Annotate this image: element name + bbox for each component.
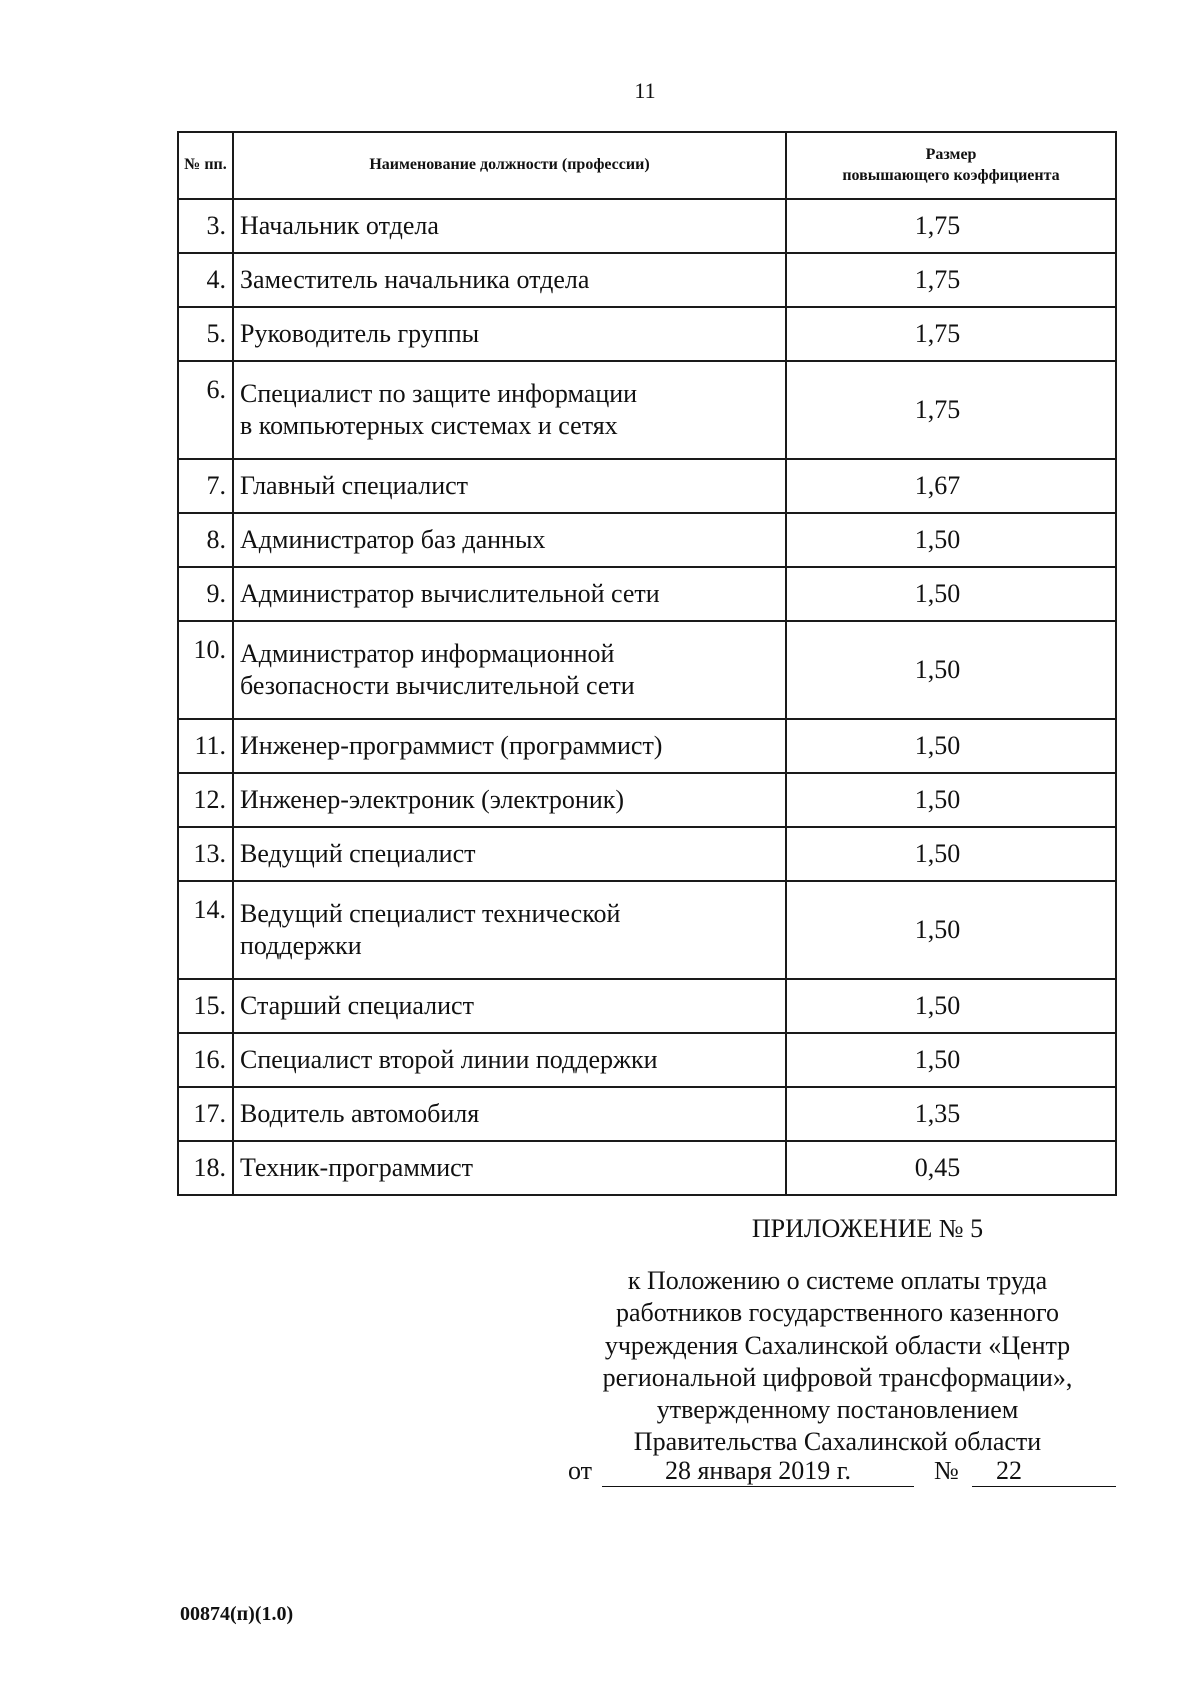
table-row [178, 773, 1116, 827]
table-body [178, 199, 1116, 1195]
number-label: № [934, 1456, 959, 1485]
table-row [178, 881, 1116, 979]
row-number: 5. [178, 307, 233, 361]
table-row [178, 1141, 1116, 1195]
document-code: 00874(п)(1.0) [180, 1603, 294, 1625]
position-name [233, 719, 786, 773]
appendix-title: ПРИЛОЖЕНИЕ № 5 [751, 1214, 984, 1243]
position-name-line: Специалист второй линии поддержки [240, 1044, 658, 1074]
row-number: 13. [178, 827, 233, 881]
table-row [178, 1033, 1116, 1087]
coefficient-value: 1,50 [786, 621, 1116, 719]
position-name-line: Ведущий специалист [240, 838, 476, 868]
table-row [178, 567, 1116, 621]
position-name-line: Техник-программист [240, 1152, 474, 1182]
table-row [178, 459, 1116, 513]
position-name-line: Инженер-электроник (электроник) [240, 784, 625, 814]
position-name-line: Администратор баз данных [240, 524, 546, 554]
position-name-line: Администратор информационной [240, 638, 615, 668]
position-name-line: Руководитель группы [240, 318, 480, 348]
table-row [178, 513, 1116, 567]
table-row [178, 979, 1116, 1033]
coefficient-value: 1,35 [786, 1087, 1116, 1141]
row-number: 14. [178, 881, 233, 979]
row-number: 6. [178, 361, 233, 459]
decree-date: 28 января 2019 г. [602, 1456, 914, 1487]
coefficient-value: 1,50 [786, 979, 1116, 1033]
appendix-line: работников государственного казенного [615, 1298, 1060, 1328]
position-name-line: Ведущий специалист технической [240, 898, 621, 928]
appendix-line: Правительства Сахалинской области [633, 1427, 1042, 1457]
header-position-name: Наименование должности (профессии) [233, 132, 786, 199]
position-name [233, 253, 786, 307]
position-name [233, 361, 786, 459]
table-row [178, 621, 1116, 719]
row-number: 7. [178, 459, 233, 513]
position-name [233, 459, 786, 513]
table-row [178, 361, 1116, 459]
row-number: 10. [178, 621, 233, 719]
position-name-line: Заместитель начальника отдела [240, 264, 590, 294]
coefficient-value: 1,50 [786, 881, 1116, 979]
table-row [178, 307, 1116, 361]
position-name [233, 1087, 786, 1141]
coefficients-table [177, 131, 1117, 1196]
from-label: от [568, 1456, 593, 1485]
coefficient-value: 1,75 [786, 253, 1116, 307]
row-number: 17. [178, 1087, 233, 1141]
position-name-line: Начальник отдела [240, 210, 439, 240]
position-name [233, 199, 786, 253]
appendix-line: учреждения Сахалинской области «Центр [604, 1330, 1071, 1360]
position-name [233, 773, 786, 827]
position-name [233, 827, 786, 881]
signature-line [568, 1456, 1116, 1490]
position-name-line: безопасности вычислительной сети [240, 671, 635, 700]
decree-number: 22 [972, 1456, 1116, 1487]
row-number: 3. [178, 199, 233, 253]
table-header-row [178, 132, 1116, 199]
appendix-line: к Положению о системе оплаты труда [627, 1266, 1048, 1296]
table-row [178, 253, 1116, 307]
table-row [178, 1087, 1116, 1141]
position-name-line: Главный специалист [240, 470, 469, 500]
position-name [233, 513, 786, 567]
coefficient-value: 1,50 [786, 567, 1116, 621]
coefficient-value: 1,75 [786, 307, 1116, 361]
row-number: 16. [178, 1033, 233, 1087]
coefficient-value: 0,45 [786, 1141, 1116, 1195]
coefficient-value: 1,50 [786, 827, 1116, 881]
coefficient-value: 1,50 [786, 513, 1116, 567]
header-coefficient-line-1: Размер [925, 145, 977, 163]
row-number: 18. [178, 1141, 233, 1195]
coefficient-value: 1,50 [786, 1033, 1116, 1087]
page-number: 11 [634, 78, 656, 103]
header-number: № пп. [178, 132, 233, 199]
appendix-line: региональной цифровой трансформации», [602, 1362, 1073, 1392]
position-name-line: поддержки [240, 931, 362, 960]
row-number: 11. [178, 719, 233, 773]
appendix-line: утвержденному постановлением [656, 1395, 1019, 1425]
row-number: 8. [178, 513, 233, 567]
row-number: 12. [178, 773, 233, 827]
position-name [233, 881, 786, 979]
position-name [233, 567, 786, 621]
coefficient-value: 1,50 [786, 773, 1116, 827]
position-name-line: Специалист по защите информации [240, 378, 638, 408]
row-number: 15. [178, 979, 233, 1033]
header-coefficient [786, 132, 1116, 199]
position-name [233, 307, 786, 361]
coefficient-value: 1,75 [786, 199, 1116, 253]
table-row [178, 719, 1116, 773]
position-name-line: Инженер-программист (программист) [240, 730, 663, 760]
coefficient-value: 1,50 [786, 719, 1116, 773]
position-name-line: Водитель автомобиля [240, 1098, 480, 1128]
header-coefficient-line-2: повышающего коэффициента [842, 166, 1060, 184]
appendix-block [560, 1213, 1115, 1459]
row-number: 9. [178, 567, 233, 621]
position-name [233, 1033, 786, 1087]
table-row [178, 827, 1116, 881]
table-row [178, 199, 1116, 253]
position-name [233, 1141, 786, 1195]
position-name-line: Администратор вычислительной сети [240, 578, 660, 608]
row-number: 4. [178, 253, 233, 307]
position-name-line: Старший специалист [240, 990, 474, 1020]
position-name [233, 621, 786, 719]
position-name [233, 979, 786, 1033]
coefficient-value: 1,67 [786, 459, 1116, 513]
position-name-line: в компьютерных системах и сетях [240, 411, 618, 440]
coefficient-value: 1,75 [786, 361, 1116, 459]
